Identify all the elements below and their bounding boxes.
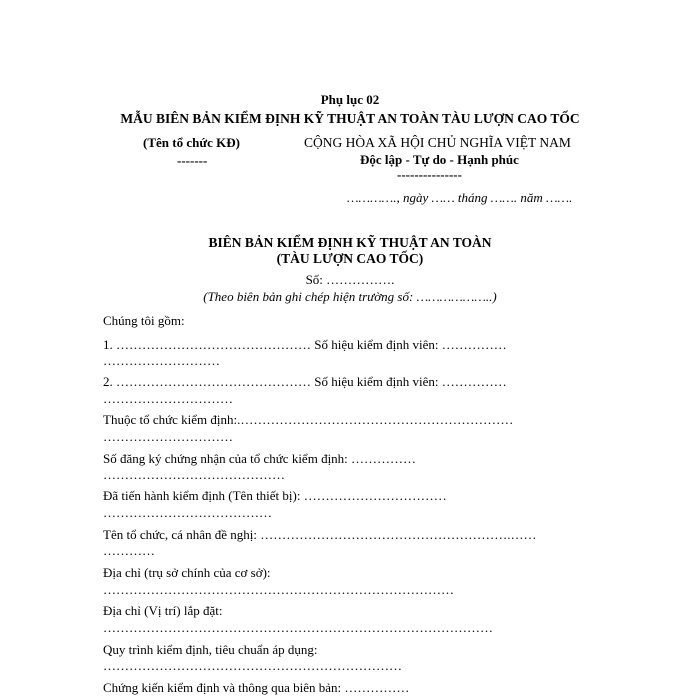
inspector-1-line: 1. ……………………………………… Số hiệu kiểm định viên: …………… — [103, 337, 507, 352]
inspector-2-line: 2. ……………………………………… Số hiệu kiểm định viên: …………… — [103, 374, 507, 389]
document-subtitle: (TÀU LƯỢN CAO TỐC) — [276, 251, 424, 266]
requester-line: Tên tổ chức, cá nhân đề nghị: ………………………………………………….…… — [103, 527, 537, 542]
registration-number-line: Số đăng ký chứng nhận của tổ chức kiểm định: …………… — [103, 451, 417, 466]
registration-number-continuation: …………………………………… — [103, 467, 285, 482]
requester-continuation: ………… — [103, 543, 155, 558]
procedure-standard-label: Quy trình kiểm định, tiêu chuẩn áp dụng: — [103, 642, 318, 657]
inspection-org-line: Thuộc tổ chức kiểm định:.……………………………………………………… — [103, 412, 514, 427]
field-record-note: (Theo biên bản ghi chép hiện trường số: ………………..) — [203, 289, 497, 304]
form-title: MẪU BIÊN BẢN KIỂM ĐỊNH KỸ THUẬT AN TOÀN TÀU LƯỢN CAO TỐC — [120, 111, 580, 126]
country-name: CỘNG HÒA XÃ HỘI CHỦ NGHĨA VIỆT NAM — [304, 135, 571, 150]
device-name-continuation: ………………………………… — [103, 505, 272, 520]
witness-line: Chứng kiến kiểm định và thông qua biên bản: …………… — [103, 680, 410, 695]
national-motto: Độc lập - Tự do - Hạnh phúc — [360, 152, 519, 167]
date-line: …………., ngày …… tháng ……. năm ……. — [347, 190, 573, 205]
installation-location-label: Địa chỉ (Vị trí) lắp đặt: — [103, 603, 223, 618]
intro-text: Chúng tôi gồm: — [103, 313, 185, 328]
motto-divider: --------------- — [397, 167, 462, 182]
org-name-placeholder: (Tên tổ chức KĐ) — [143, 135, 240, 150]
procedure-standard-value: …………………………………………………………… — [103, 658, 402, 673]
device-name-line: Đã tiến hành kiểm định (Tên thiết bị): …………………………… — [103, 488, 447, 503]
headquarters-address-label: Địa chỉ (trụ sở chính của cơ sở): — [103, 565, 271, 580]
inspector-1-continuation: ……………………… — [103, 353, 220, 368]
appendix-label: Phụ lục 02 — [320, 92, 380, 107]
inspector-2-continuation: ………………………… — [103, 391, 233, 406]
installation-location-value: ……………………………………………………………………………… — [103, 620, 493, 635]
document-number: Số: ……………. — [305, 272, 395, 287]
document-title: BIÊN BẢN KIỂM ĐỊNH KỸ THUẬT AN TOÀN — [208, 235, 492, 250]
org-divider: ------- — [177, 153, 208, 168]
headquarters-address-value: ……………………………………………………………………… — [103, 582, 454, 597]
inspection-org-continuation: ………………………… — [103, 429, 233, 444]
